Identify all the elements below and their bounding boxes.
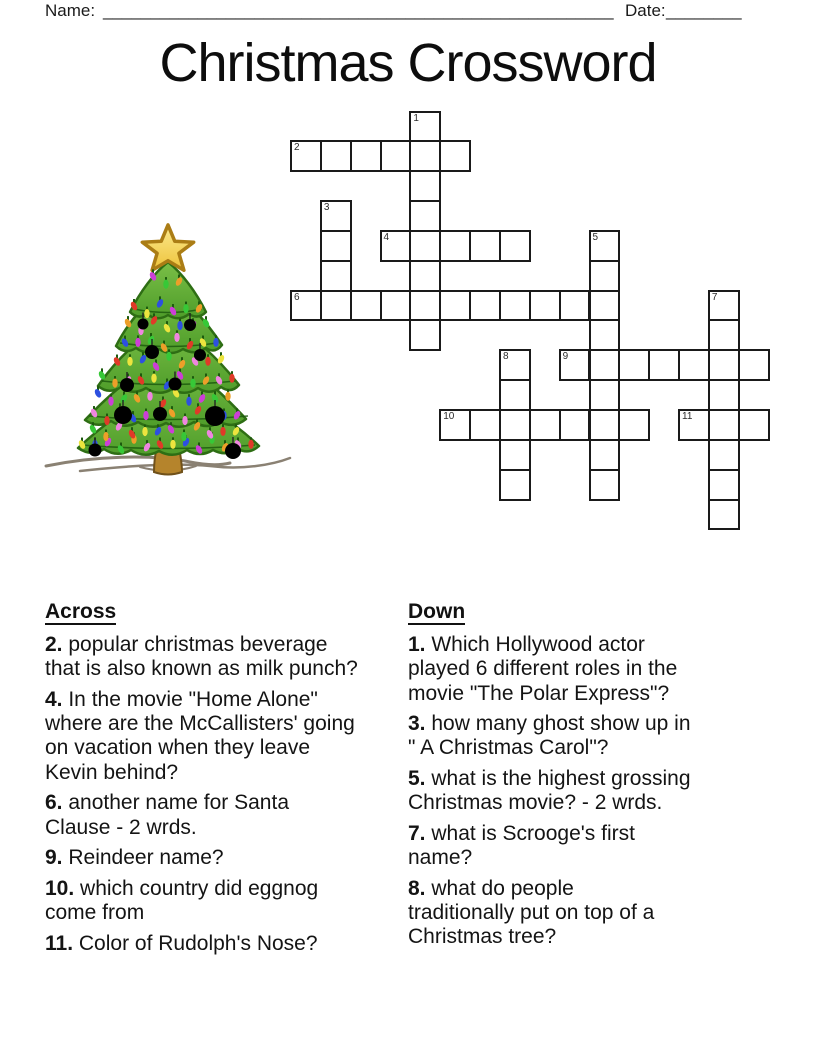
grid-cell[interactable] [469,409,501,441]
light-bulb [142,427,147,436]
light-bulb [151,374,156,383]
clue-line: 5. what is the highest grossing [408,767,691,791]
ornament-ball [153,407,167,421]
clue [45,688,407,785]
clue-line: Kevin behind? [45,760,179,784]
grid-cell[interactable] [589,409,621,441]
grid-cell[interactable] [290,290,322,322]
grid-cell[interactable] [320,200,352,232]
clue-number: 10. [45,876,75,900]
clue [45,877,407,926]
grid-cell[interactable] [708,409,740,441]
light-bulb [104,416,109,425]
clue-line: come from [45,901,145,925]
light-bulb [144,309,149,318]
grid-cell[interactable] [618,409,650,441]
grid-cell[interactable] [409,260,441,292]
light-bulb [163,280,168,289]
clue-line: on vacation when they leave [45,736,311,760]
light-bulb [135,338,140,347]
clue-number: 9. [45,846,63,870]
clue [45,846,407,870]
page-title: Christmas Crossword [159,33,657,93]
across-clue-list [45,633,407,956]
light-bulb [177,321,182,330]
light-bulb [186,397,191,406]
clue-number-in-cell: 7 [711,291,718,303]
ornament-ball [184,319,196,331]
grid-cell[interactable] [708,379,740,411]
ornament-ball [205,406,225,426]
grid-cell[interactable] [439,140,471,172]
clue [45,633,407,682]
grid-cell[interactable] [678,409,710,441]
light-bulb [181,432,186,441]
down-clue-list [408,633,780,950]
across-clues-column [45,601,407,962]
grid-cell[interactable] [350,290,382,322]
grid-cell[interactable] [380,140,412,172]
clue-line: 11. Color of Rudolph's Nose? [45,931,318,955]
grid-cell[interactable] [589,349,621,381]
grid-cell[interactable] [678,349,710,381]
grid-cell[interactable] [589,319,621,351]
clue-line: Christmas movie? - 2 wrds. [408,791,663,815]
clue-number: 11. [45,931,74,955]
clue-number-in-cell: 5 [592,231,599,243]
grid-cell[interactable] [320,230,352,262]
grid-cell[interactable] [439,230,471,262]
clue-line: 8. what do people [408,876,574,900]
clue-number: 3. [408,712,426,736]
grid-cell[interactable] [708,349,740,381]
grid-cell[interactable] [409,200,441,232]
light-bulb [229,374,234,383]
grid-cell[interactable] [350,140,382,172]
clue-number-in-cell: 8 [502,351,509,363]
grid-cell[interactable] [380,230,412,262]
grid-cell[interactable] [499,379,531,411]
grid-cell[interactable] [409,230,441,262]
grid-cell[interactable] [708,469,740,501]
grid-cell[interactable] [320,260,352,292]
ornament-ball [89,444,102,457]
grid-cell[interactable] [409,319,441,351]
grid-cell[interactable] [708,290,740,322]
name-label: Name: [45,1,96,20]
clue-line: traditionally put on top of a [408,901,655,925]
grid-cell[interactable] [589,230,621,262]
light-bulb [182,416,187,425]
grid-cell[interactable] [589,290,621,322]
light-bulb [183,304,188,313]
clue-line: Clause - 2 wrds. [45,815,197,839]
grid-cell[interactable] [499,349,531,381]
clue-line: 9. Reindeer name? [45,846,224,870]
clue-line: 1. Which Hollywood actor [408,633,645,656]
christmas-tree-image [40,220,292,480]
clue-line: 4. In the movie "Home Alone" [45,687,318,711]
clue-number-in-cell: 2 [294,142,300,154]
light-bulb [225,392,230,401]
clue [408,712,780,761]
light-bulb [143,411,148,420]
grid-cell[interactable] [499,409,531,441]
grid-cell[interactable] [529,290,561,322]
grid-cell[interactable] [589,260,621,292]
ornament-ball [225,443,241,459]
ornament-ball [114,406,132,424]
grid-cell[interactable] [559,349,591,381]
grid-cell[interactable] [499,439,531,471]
clue [45,932,407,956]
grid-cell[interactable] [708,499,740,531]
clue-number: 5. [408,767,426,791]
clue [408,633,780,706]
clue-number-in-cell: 11 [682,411,693,422]
clue [45,791,407,840]
grid-cell[interactable] [320,140,352,172]
clue-line: Christmas tree? [408,925,557,949]
light-bulb [103,432,108,441]
grid-cell[interactable] [559,290,591,322]
clue-number-in-cell: 10 [443,411,455,422]
light-bulb [108,397,113,406]
light-bulb [213,338,218,347]
grid-cell[interactable] [469,290,501,322]
grid-cell[interactable] [439,409,471,441]
grid-cell[interactable] [648,349,680,381]
clue-line: 6. another name for Santa [45,791,289,815]
name-blank-line: ______________________________________________________ [103,1,614,20]
clue-number-in-cell: 1 [413,112,419,124]
light-bulb [174,333,179,342]
light-bulb [205,357,210,366]
clue-line: that is also known as milk punch? [45,657,358,681]
clue [408,822,780,871]
clue-line: 3. how many ghost show up in [408,712,691,736]
clue-number-in-cell: 3 [323,202,330,214]
clue-number: 8. [408,876,426,900]
clue-number-in-cell: 9 [562,351,569,363]
light-bulb [170,440,175,449]
clue-number: 7. [408,821,426,845]
grid-cell[interactable] [559,409,591,441]
grid-cell[interactable] [409,170,441,202]
light-bulb [147,392,152,401]
grid-cell[interactable] [589,469,621,501]
grid-cell[interactable] [738,409,770,441]
grid-cell[interactable] [469,230,501,262]
clue-line: " A Christmas Carol"? [408,736,609,760]
grid-cell[interactable] [589,439,621,471]
light-bulb [220,427,225,436]
clue-number: 4. [45,687,63,711]
grid-cell[interactable] [499,230,531,262]
grid-cell[interactable] [409,140,441,172]
grid-cell[interactable] [409,290,441,322]
date-label: Date: [625,1,666,20]
clue-number: 1. [408,633,426,656]
clue-line: played 6 different roles in the [408,657,678,681]
down-clues-column [408,601,780,956]
ornament-ball [194,349,206,361]
date-blank-line: ________ [666,1,742,20]
down-heading: Down [408,600,466,623]
grid-cell[interactable] [529,409,561,441]
clue-line: 10. which country did eggnog [45,876,319,900]
grid-cell[interactable] [499,469,531,501]
clue-number-in-cell: 6 [294,291,300,303]
grid-cell[interactable] [708,439,740,471]
ornament-ball [145,345,159,359]
clue-line: name? [408,846,473,870]
ornament-ball [120,378,134,392]
grid-cell[interactable] [589,379,621,411]
clue [408,877,780,950]
clue-line: where are the McCallisters' going [45,712,355,736]
grid-cell[interactable] [320,290,352,322]
across-heading: Across [45,600,117,623]
grid-cell[interactable] [439,290,471,322]
clue [408,767,780,816]
clue-number-in-cell: 4 [383,231,390,243]
ornament-ball [169,378,182,391]
light-bulb [248,440,253,449]
clue-line: 7. what is Scrooge's first [408,821,635,845]
clue-line: 2. popular christmas beverage [45,633,328,656]
grid-cell[interactable] [409,111,441,143]
grid-cell[interactable] [738,349,770,381]
clue-number: 6. [45,791,63,815]
grid-cell[interactable] [290,140,322,172]
light-bulb [112,378,117,387]
light-bulb [127,357,132,366]
grid-cell[interactable] [618,349,650,381]
ornament-ball [138,319,149,330]
light-bulb [190,379,195,388]
grid-cell[interactable] [708,319,740,351]
grid-cell[interactable] [499,290,531,322]
grid-cell[interactable] [380,290,412,322]
light-bulb [166,352,171,361]
clue-number: 2. [45,633,63,656]
clue-line: movie "The Polar Express"? [408,681,670,705]
